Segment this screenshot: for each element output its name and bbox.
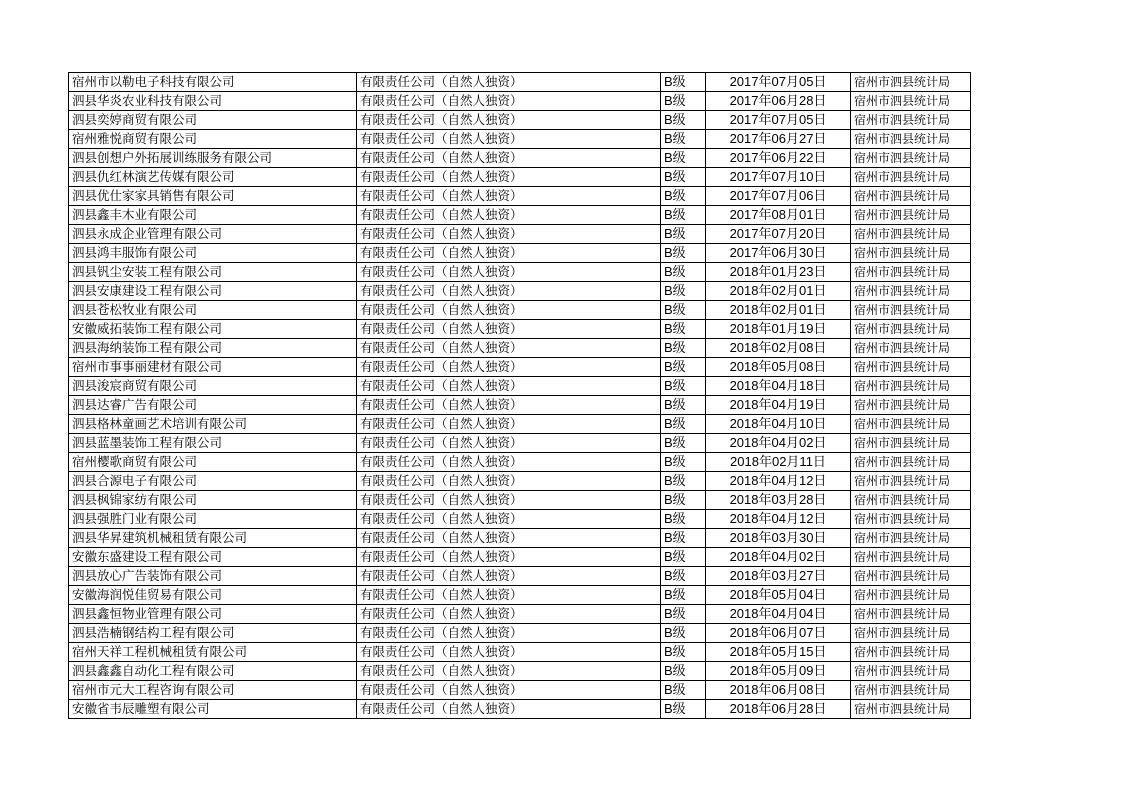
rating-grade-cell: B级: [661, 567, 706, 586]
company-name-cell: 泗县鸿丰服饰有限公司: [69, 244, 357, 263]
rating-grade-cell: B级: [661, 92, 706, 111]
company-name-cell: 宿州市元大工程咨询有限公司: [69, 681, 357, 700]
issuing-office-cell: 宿州市泗县统计局: [851, 681, 971, 700]
rating-grade-cell: B级: [661, 472, 706, 491]
company-name-cell: 宿州市事事丽建材有限公司: [69, 358, 357, 377]
rating-date-cell: 2018年02月01日: [706, 282, 851, 301]
rating-date-cell: 2018年05月08日: [706, 358, 851, 377]
rating-grade-cell: B级: [661, 491, 706, 510]
company-name-cell: 泗县优仕家家具销售有限公司: [69, 187, 357, 206]
company-type-cell: 有限责任公司（自然人独资）: [357, 643, 661, 662]
company-type-cell: 有限责任公司（自然人独资）: [357, 529, 661, 548]
rating-grade-cell: B级: [661, 282, 706, 301]
rating-date-cell: 2017年06月27日: [706, 130, 851, 149]
table-row: [69, 510, 971, 529]
rating-date-cell: 2018年03月27日: [706, 567, 851, 586]
rating-grade-cell: B级: [661, 529, 706, 548]
company-name-cell: 泗县海纳装饰工程有限公司: [69, 339, 357, 358]
company-name-cell: 安徽东盛建设工程有限公司: [69, 548, 357, 567]
issuing-office-cell: 宿州市泗县统计局: [851, 111, 971, 130]
issuing-office-cell: 宿州市泗县统计局: [851, 643, 971, 662]
company-name-cell: 泗县合源电子有限公司: [69, 472, 357, 491]
rating-date-cell: 2017年07月20日: [706, 225, 851, 244]
company-name-cell: 宿州雅悦商贸有限公司: [69, 130, 357, 149]
company-type-cell: 有限责任公司（自然人独资）: [357, 111, 661, 130]
issuing-office-cell: 宿州市泗县统计局: [851, 358, 971, 377]
company-type-cell: 有限责任公司（自然人独资）: [357, 491, 661, 510]
issuing-office-cell: 宿州市泗县统计局: [851, 92, 971, 111]
company-name-cell: 安徽海润悦佳贸易有限公司: [69, 586, 357, 605]
rating-grade-cell: B级: [661, 301, 706, 320]
rating-grade-cell: B级: [661, 605, 706, 624]
company-name-cell: 泗县鑫丰木业有限公司: [69, 206, 357, 225]
company-type-cell: 有限责任公司（自然人独资）: [357, 225, 661, 244]
rating-date-cell: 2017年07月10日: [706, 168, 851, 187]
rating-grade-cell: B级: [661, 263, 706, 282]
rating-date-cell: 2018年02月01日: [706, 301, 851, 320]
company-type-cell: 有限责任公司（自然人独资）: [357, 206, 661, 225]
company-type-cell: 有限责任公司（自然人独资）: [357, 244, 661, 263]
rating-date-cell: 2017年06月28日: [706, 92, 851, 111]
table-row: [69, 453, 971, 472]
company-name-cell: 泗县华炎农业科技有限公司: [69, 92, 357, 111]
rating-date-cell: 2018年04月12日: [706, 472, 851, 491]
company-type-cell: 有限责任公司（自然人独资）: [357, 339, 661, 358]
company-name-cell: 泗县鑫恒物业管理有限公司: [69, 605, 357, 624]
company-name-cell: 宿州天祥工程机械租赁有限公司: [69, 643, 357, 662]
company-type-cell: 有限责任公司（自然人独资）: [357, 358, 661, 377]
issuing-office-cell: 宿州市泗县统计局: [851, 510, 971, 529]
company-type-cell: 有限责任公司（自然人独资）: [357, 700, 661, 719]
rating-grade-cell: B级: [661, 73, 706, 92]
issuing-office-cell: 宿州市泗县统计局: [851, 339, 971, 358]
table-row: [69, 472, 971, 491]
company-type-cell: 有限责任公司（自然人独资）: [357, 567, 661, 586]
issuing-office-cell: 宿州市泗县统计局: [851, 491, 971, 510]
table-row: [69, 358, 971, 377]
issuing-office-cell: 宿州市泗县统计局: [851, 377, 971, 396]
company-name-cell: 宿州樱歌商贸有限公司: [69, 453, 357, 472]
company-type-cell: 有限责任公司（自然人独资）: [357, 187, 661, 206]
table-body: [69, 73, 971, 719]
rating-date-cell: 2017年06月22日: [706, 149, 851, 168]
issuing-office-cell: 宿州市泗县统计局: [851, 187, 971, 206]
rating-grade-cell: B级: [661, 111, 706, 130]
company-name-cell: 安徽省韦辰雕塑有限公司: [69, 700, 357, 719]
rating-date-cell: 2018年04月02日: [706, 434, 851, 453]
issuing-office-cell: 宿州市泗县统计局: [851, 168, 971, 187]
table-row: [69, 529, 971, 548]
issuing-office-cell: 宿州市泗县统计局: [851, 605, 971, 624]
rating-grade-cell: B级: [661, 320, 706, 339]
company-type-cell: 有限责任公司（自然人独资）: [357, 263, 661, 282]
table-row: [69, 567, 971, 586]
rating-grade-cell: B级: [661, 396, 706, 415]
issuing-office-cell: 宿州市泗县统计局: [851, 206, 971, 225]
issuing-office-cell: 宿州市泗县统计局: [851, 73, 971, 92]
rating-grade-cell: B级: [661, 510, 706, 529]
issuing-office-cell: 宿州市泗县统计局: [851, 130, 971, 149]
company-type-cell: 有限责任公司（自然人独资）: [357, 301, 661, 320]
company-name-cell: 泗县华昇建筑机械租赁有限公司: [69, 529, 357, 548]
table-row: [69, 187, 971, 206]
issuing-office-cell: 宿州市泗县统计局: [851, 567, 971, 586]
rating-grade-cell: B级: [661, 187, 706, 206]
rating-date-cell: 2018年01月23日: [706, 263, 851, 282]
rating-date-cell: 2018年02月11日: [706, 453, 851, 472]
table-row: [69, 491, 971, 510]
company-type-cell: 有限责任公司（自然人独资）: [357, 548, 661, 567]
rating-date-cell: 2017年08月01日: [706, 206, 851, 225]
issuing-office-cell: 宿州市泗县统计局: [851, 320, 971, 339]
table-row: [69, 73, 971, 92]
company-name-cell: 泗县强胜门业有限公司: [69, 510, 357, 529]
company-name-cell: 泗县创想户外拓展训练服务有限公司: [69, 149, 357, 168]
company-name-cell: 泗县仇红林演艺传媒有限公司: [69, 168, 357, 187]
company-type-cell: 有限责任公司（自然人独资）: [357, 282, 661, 301]
rating-date-cell: 2018年04月18日: [706, 377, 851, 396]
rating-grade-cell: B级: [661, 168, 706, 187]
rating-grade-cell: B级: [661, 206, 706, 225]
issuing-office-cell: 宿州市泗县统计局: [851, 472, 971, 491]
issuing-office-cell: 宿州市泗县统计局: [851, 282, 971, 301]
table-row: [69, 434, 971, 453]
rating-grade-cell: B级: [661, 130, 706, 149]
rating-date-cell: 2018年06月28日: [706, 700, 851, 719]
rating-date-cell: 2018年04月10日: [706, 415, 851, 434]
company-name-cell: 泗县达睿广告有限公司: [69, 396, 357, 415]
company-type-cell: 有限责任公司（自然人独资）: [357, 662, 661, 681]
rating-date-cell: 2017年07月05日: [706, 73, 851, 92]
table-row: [69, 377, 971, 396]
rating-grade-cell: B级: [661, 377, 706, 396]
company-type-cell: 有限责任公司（自然人独资）: [357, 510, 661, 529]
company-name-cell: 泗县放心广告装饰有限公司: [69, 567, 357, 586]
rating-grade-cell: B级: [661, 681, 706, 700]
issuing-office-cell: 宿州市泗县统计局: [851, 662, 971, 681]
issuing-office-cell: 宿州市泗县统计局: [851, 301, 971, 320]
issuing-office-cell: 宿州市泗县统计局: [851, 453, 971, 472]
rating-grade-cell: B级: [661, 700, 706, 719]
table-row: [69, 225, 971, 244]
rating-grade-cell: B级: [661, 662, 706, 681]
company-type-cell: 有限责任公司（自然人独资）: [357, 415, 661, 434]
company-type-cell: 有限责任公司（自然人独资）: [357, 168, 661, 187]
rating-date-cell: 2018年05月04日: [706, 586, 851, 605]
company-name-cell: 宿州市以勒电子科技有限公司: [69, 73, 357, 92]
issuing-office-cell: 宿州市泗县统计局: [851, 586, 971, 605]
issuing-office-cell: 宿州市泗县统计局: [851, 548, 971, 567]
rating-date-cell: 2018年05月09日: [706, 662, 851, 681]
rating-grade-cell: B级: [661, 415, 706, 434]
company-type-cell: 有限责任公司（自然人独资）: [357, 92, 661, 111]
table-row: [69, 415, 971, 434]
table-row: [69, 662, 971, 681]
credit-rating-table: [68, 72, 971, 719]
table-row: [69, 92, 971, 111]
table-row: [69, 548, 971, 567]
rating-grade-cell: B级: [661, 586, 706, 605]
company-name-cell: 泗县格林童画艺术培训有限公司: [69, 415, 357, 434]
company-type-cell: 有限责任公司（自然人独资）: [357, 320, 661, 339]
company-type-cell: 有限责任公司（自然人独资）: [357, 453, 661, 472]
rating-date-cell: 2018年01月19日: [706, 320, 851, 339]
rating-date-cell: 2018年04月02日: [706, 548, 851, 567]
issuing-office-cell: 宿州市泗县统计局: [851, 149, 971, 168]
rating-grade-cell: B级: [661, 339, 706, 358]
table-row: [69, 282, 971, 301]
table-row: [69, 263, 971, 282]
rating-grade-cell: B级: [661, 434, 706, 453]
company-name-cell: 泗县安康建设工程有限公司: [69, 282, 357, 301]
rating-date-cell: 2018年06月08日: [706, 681, 851, 700]
issuing-office-cell: 宿州市泗县统计局: [851, 415, 971, 434]
rating-date-cell: 2018年04月04日: [706, 605, 851, 624]
company-type-cell: 有限责任公司（自然人独资）: [357, 624, 661, 643]
issuing-office-cell: 宿州市泗县统计局: [851, 396, 971, 415]
company-type-cell: 有限责任公司（自然人独资）: [357, 377, 661, 396]
rating-grade-cell: B级: [661, 624, 706, 643]
company-name-cell: 泗县苍松牧业有限公司: [69, 301, 357, 320]
company-name-cell: 安徽威拓装饰工程有限公司: [69, 320, 357, 339]
company-name-cell: 泗县枫锦家纺有限公司: [69, 491, 357, 510]
table-row: [69, 130, 971, 149]
rating-grade-cell: B级: [661, 225, 706, 244]
company-type-cell: 有限责任公司（自然人独资）: [357, 434, 661, 453]
rating-grade-cell: B级: [661, 358, 706, 377]
issuing-office-cell: 宿州市泗县统计局: [851, 529, 971, 548]
rating-date-cell: 2018年02月08日: [706, 339, 851, 358]
rating-date-cell: 2018年03月30日: [706, 529, 851, 548]
rating-date-cell: 2018年06月07日: [706, 624, 851, 643]
company-type-cell: 有限责任公司（自然人独资）: [357, 472, 661, 491]
rating-date-cell: 2018年04月19日: [706, 396, 851, 415]
table-row: [69, 700, 971, 719]
issuing-office-cell: 宿州市泗县统计局: [851, 624, 971, 643]
company-name-cell: 泗县永成企业管理有限公司: [69, 225, 357, 244]
rating-date-cell: 2017年07月06日: [706, 187, 851, 206]
company-name-cell: 泗县钒尘安装工程有限公司: [69, 263, 357, 282]
issuing-office-cell: 宿州市泗县统计局: [851, 225, 971, 244]
company-name-cell: 泗县浚宸商贸有限公司: [69, 377, 357, 396]
rating-date-cell: 2018年03月28日: [706, 491, 851, 510]
table-row: [69, 244, 971, 263]
rating-grade-cell: B级: [661, 548, 706, 567]
rating-grade-cell: B级: [661, 244, 706, 263]
table-row: [69, 149, 971, 168]
table-row: [69, 681, 971, 700]
table-row: [69, 339, 971, 358]
table-row: [69, 320, 971, 339]
rating-date-cell: 2018年04月12日: [706, 510, 851, 529]
company-name-cell: 泗县奕婷商贸有限公司: [69, 111, 357, 130]
company-name-cell: 泗县蓝墨装饰工程有限公司: [69, 434, 357, 453]
issuing-office-cell: 宿州市泗县统计局: [851, 263, 971, 282]
table-row: [69, 643, 971, 662]
table-row: [69, 111, 971, 130]
table-row: [69, 586, 971, 605]
issuing-office-cell: 宿州市泗县统计局: [851, 700, 971, 719]
company-type-cell: 有限责任公司（自然人独资）: [357, 130, 661, 149]
company-type-cell: 有限责任公司（自然人独资）: [357, 73, 661, 92]
company-type-cell: 有限责任公司（自然人独资）: [357, 605, 661, 624]
table-row: [69, 168, 971, 187]
table-row: [69, 206, 971, 225]
issuing-office-cell: 宿州市泗县统计局: [851, 434, 971, 453]
table-row: [69, 624, 971, 643]
company-name-cell: 泗县浩楠钢结构工程有限公司: [69, 624, 357, 643]
issuing-office-cell: 宿州市泗县统计局: [851, 244, 971, 263]
rating-grade-cell: B级: [661, 453, 706, 472]
company-type-cell: 有限责任公司（自然人独资）: [357, 681, 661, 700]
rating-date-cell: 2017年06月30日: [706, 244, 851, 263]
table-row: [69, 396, 971, 415]
table-row: [69, 301, 971, 320]
company-type-cell: 有限责任公司（自然人独资）: [357, 149, 661, 168]
company-name-cell: 泗县鑫鑫自动化工程有限公司: [69, 662, 357, 681]
rating-grade-cell: B级: [661, 643, 706, 662]
rating-date-cell: 2017年07月05日: [706, 111, 851, 130]
table-row: [69, 605, 971, 624]
rating-date-cell: 2018年05月15日: [706, 643, 851, 662]
company-type-cell: 有限责任公司（自然人独资）: [357, 586, 661, 605]
rating-grade-cell: B级: [661, 149, 706, 168]
company-type-cell: 有限责任公司（自然人独资）: [357, 396, 661, 415]
